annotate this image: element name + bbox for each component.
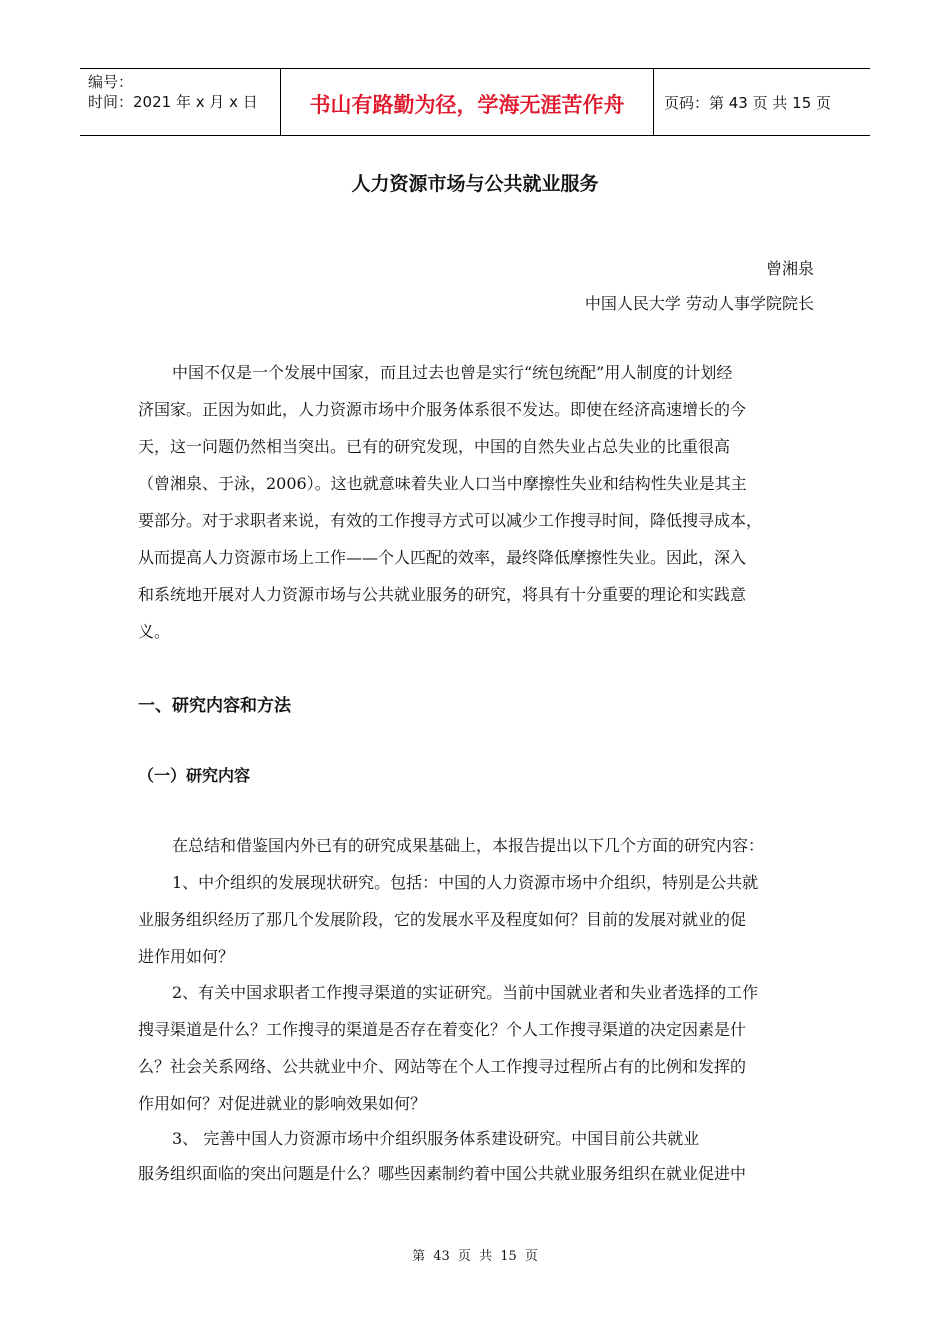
item-2-line: 2、有关中国求职者工作搜寻渠道的实证研究。当前中国就业者和失业者选择的工作 <box>172 983 759 1002</box>
item-3-line: 3、 完善中国人力资源市场中介组织服务体系建设研究。中国目前公共就业 <box>172 1129 700 1148</box>
item-2-line: 么？社会关系网络、公共就业中介、网站等在个人工作搜寻过程所占有的比例和发挥的 <box>138 1057 747 1076</box>
affiliation: 中国人民大学 劳动人事学院院长 <box>584 294 814 313</box>
intro-line: 要部分。对于求职者来说，有效的工作搜寻方式可以减少工作搜寻时间，降低搜寻成本， <box>138 511 763 530</box>
subsection-heading: （一）研究内容 <box>138 766 251 785</box>
item-2-line: 搜寻渠道是什么？工作搜寻的渠道是否存在着变化？个人工作搜寻渠道的决定因素是什 <box>138 1020 747 1039</box>
intro-line: 天，这一问题仍然相当突出。已有的研究发现，中国的自然失业占总失业的比重很高 <box>138 437 731 456</box>
item-1-line: 进作用如何？ <box>138 947 235 966</box>
intro-line: 从而提高人力资源市场上工作——个人匹配的效率，最终降低摩擦性失业。因此，深入 <box>138 548 747 567</box>
item-3-line: 服务组织面临的突出问题是什么？哪些因素制约着中国公共就业服务组织在就业促进中 <box>138 1164 747 1183</box>
item-2-line: 作用如何？对促进就业的影响效果如何？ <box>138 1094 427 1113</box>
time-label: 时间：2021 年 x 月 x 日 <box>88 93 258 111</box>
intro-line: 济国家。正因为如此，人力资源市场中介服务体系很不发达。即使在经济高速增长的今 <box>138 400 747 419</box>
page-info: 页码：第 43 页 共 15 页 <box>664 94 832 112</box>
header-left-cell <box>80 69 281 135</box>
author: 曾湘泉 <box>765 259 814 278</box>
intro-line: 义。 <box>138 622 171 641</box>
item-1-line: 业服务组织经历了那几个发展阶段，它的发展水平及程度如何？目前的发展对就业的促 <box>138 910 747 929</box>
lead-line: 在总结和借鉴国内外已有的研究成果基础上，本报告提出以下几个方面的研究内容： <box>172 836 765 855</box>
item-1-line: 1、中介组织的发展现状研究。包括：中国的人力资源市场中介组织，特别是公共就 <box>172 873 759 892</box>
section-heading: 一、研究内容和方法 <box>138 696 291 716</box>
intro-line: 中国不仅是一个发展中国家，而且过去也曾是实行“统包统配”用人制度的计划经 <box>172 363 733 382</box>
number-label: 编号： <box>88 73 134 91</box>
motto: 书山有路勤为径，学海无涯苦作舟 <box>309 93 625 117</box>
document-title: 人力资源市场与公共就业服务 <box>351 173 599 195</box>
intro-line: 和系统地开展对人力资源市场与公共就业服务的研究，将具有十分重要的理论和实践意 <box>138 585 747 604</box>
header-table <box>80 68 870 136</box>
header-motto-cell <box>281 69 654 135</box>
header-page-cell <box>654 69 870 135</box>
intro-line: （曾湘泉、于泳，2006）。这也就意味着失业人口当中摩擦性失业和结构性失业是其主 <box>138 474 747 493</box>
page-footer: 第 43 页 共 15 页 <box>412 1249 538 1264</box>
